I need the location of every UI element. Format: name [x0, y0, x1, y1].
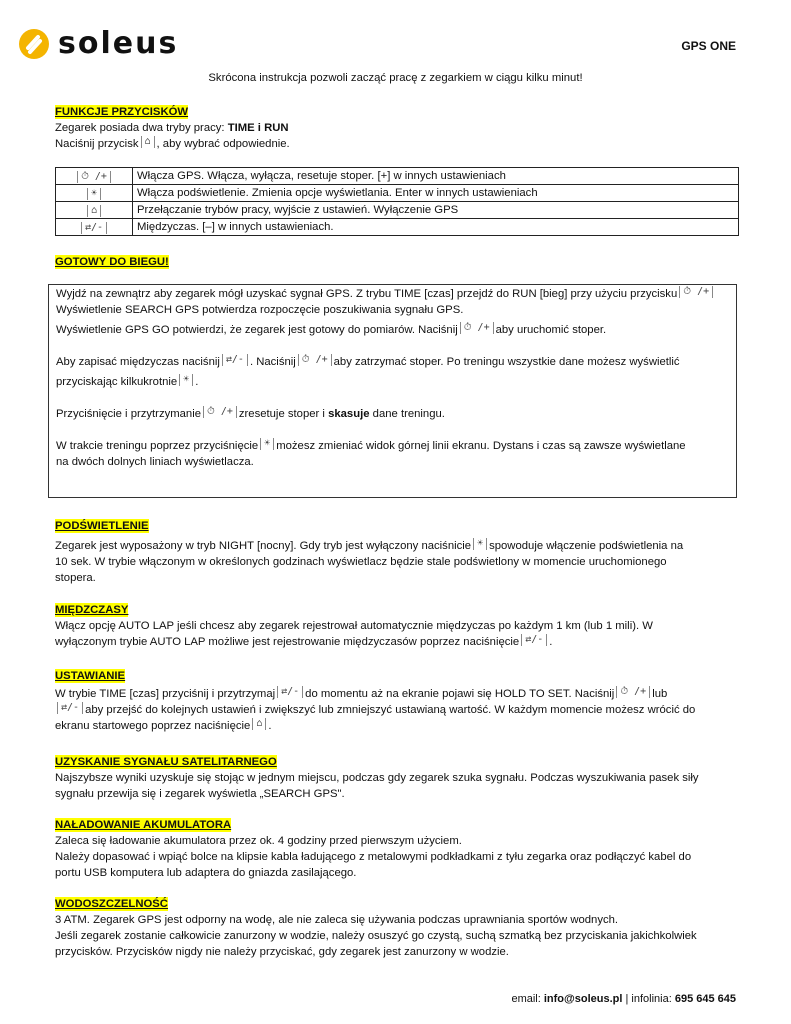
intro-text: Skrócona instrukcja pozwoli zacząć pracę z zegarkiem w ciągu kilku minut! — [208, 72, 583, 84]
heading-charging: NAŁADOWANIE AKUMULATORA — [55, 819, 232, 831]
brand-name: soleus — [58, 26, 179, 61]
table-row — [56, 219, 739, 236]
heading-ready: GOTOWY DO BIEGU! — [55, 256, 169, 268]
light-button-icon: ☀ — [473, 538, 487, 550]
lap-button-icon: ⇄/- — [81, 222, 107, 234]
footer-contact: email: info@soleus.pl | infolinia: 695 645 645 — [511, 993, 736, 1005]
table-cell: Włącza podświetlenie. Zmienia opcje wyświetlania. Enter w innych ustawieniach — [133, 185, 739, 202]
section-ready — [55, 254, 735, 270]
table-row — [56, 202, 739, 219]
light-button-icon: ☀ — [179, 374, 193, 386]
light-button-icon: ☀ — [260, 438, 274, 450]
table-cell: Włącza GPS. Włącza, wyłącza, resetuje stoper. [+] w innych ustawieniach — [133, 168, 739, 185]
buttons-table — [55, 167, 739, 236]
start-button-icon: ⏱ /+ — [77, 171, 111, 183]
mode-button-icon: ⌂ — [87, 205, 101, 217]
table-cell: Przełączanie trybów pracy, wyjście z ustawień. Wyłączenie GPS — [133, 202, 739, 219]
modes-text: Zegarek posiada dwa tryby pracy: TIME i RUN — [55, 122, 289, 134]
light-button-icon: ☀ — [87, 188, 101, 200]
start-button-icon: ⏱ /+ — [679, 286, 713, 298]
start-button-icon: ⏱ /+ — [616, 686, 650, 698]
mode-button-icon: ⌂ — [252, 718, 266, 730]
brand-logo — [18, 28, 178, 60]
mode-select-text: Naciśnij przycisk ⌂ , aby wybrać odpowiednie. — [55, 136, 290, 150]
section-backlight: PODŚWIETLENIE Zegarek jest wyposażony w tryb NIGHT [nocny]. Gdy tryb jest wyłączony naciśnicie ☀ spowoduje włączenie podświetlenia na 10 sek. W trybie włączonym w określonych godzinach wyświetlacz będzie stale podświetlony w momencie uruchomionego stopera. — [55, 520, 684, 584]
phone-number: 695 645 645 — [674, 993, 736, 1005]
section-water: WODOSZCZELNOŚĆ 3 ATM. Zegarek GPS jest odporny na wodę, ale nie zaleca się używania podczas uprawniania sportów wodnych. Jeśli zegarek zostanie całkowicie zanurzony w wodzie, należy osuszyć go czystą, suchą szmatką bez przyciskania jakichkolwiek przycisków. Przycisków nigdy nie należy przyciskać, gdy zegarek jest zanurzony w wodzie. — [55, 898, 697, 958]
start-button-icon: ⏱ /+ — [203, 406, 237, 418]
model-name: GPS ONE — [681, 39, 736, 53]
section-charging: NAŁADOWANIE AKUMULATORA Zaleca się ładowanie akumulatora przez ok. 4 godziny przed pierwszym użyciem. Należy dopasować i wpiąć bolce na klipsie kabla ładującego z metalowymi podkładkami z tyłu zegarka oraz podłączyć kabel do portu USB komputera lub adaptera do gniazda zasilającego. — [55, 819, 692, 879]
table-cell: Międzyczas. [–] w innych ustawieniach. — [133, 219, 739, 236]
heading-water: WODOSZCZELNOŚĆ — [55, 898, 168, 910]
table-row — [56, 168, 739, 185]
start-button-icon: ⏱ /+ — [460, 322, 494, 334]
mode-button-icon: ⌂ — [141, 136, 155, 148]
lap-button-icon: ⇄/- — [277, 686, 303, 698]
section-laps: MIĘDZCZASY Włącz opcję AUTO LAP jeśli chcesz aby zegarek rejestrował automatycznie międzyczas po każdym 1 km (lub 1 mili). W wyłączonym trybie AUTO LAP możliwe jest rejestrowanie międzyczasów poprzez naciśnięcie ⇄/- . — [55, 604, 653, 648]
start-button-icon: ⏱ /+ — [298, 354, 332, 366]
section-settings: USTAWIANIE W trybie TIME [czas] przyciśnij i przytrzymaj ⇄/- do momentu aż na ekranie pojawi się HOLD TO SET. Naciśnij ⏱ /+ lub ⇄/- aby przejść do kolejnych ustawień i zwiększyć lub zmniejszyć ustawianą wartość. W każdym momencie możesz wrócić do ekranu startowego poprzez naciśnięcie ⌂ . — [55, 670, 696, 732]
lap-button-icon: ⇄/- — [521, 634, 547, 646]
ready-content: Wyjdź na zewnątrz aby zegarek mógł uzyskać sygnał GPS. Z trybu TIME [czas] przejdź do RUN [bieg] przy użyciu przycisku ⏱ /+ Wyświetlenie SEARCH GPS potwierdza rozpoczęcie poszukiwania sygnału GPS. Wyświetlenie GPS GO potwierdzi, że zegarek jest gotowy do pomiarów. Naciśnij ⏱ /+ aby uruchomić stoper. Aby zapisać międzyczas naciśnij ⇄/- . Naciśnij ⏱ /+ aby zatrzymać stoper. Po treningu wszystkie dane możesz wyświetlić przyciskając kilkukrotnie ☀ . Przyciśnięcie i przytrzymanie ⏱ /+ zresetuje stoper i skasuje dane treningu. W trakcie treningu poprzez przyciśnięcie ☀ możesz zmieniać widok górnej linii ekranu. Dystans i czas są zawsze wyświetlane na dwóch dolnych liniach wyświetlacza. — [56, 286, 732, 470]
email-link[interactable]: info@soleus.pl — [543, 993, 623, 1005]
section-buttons — [55, 104, 735, 152]
table-row — [56, 185, 739, 202]
heading-settings: USTAWIANIE — [55, 670, 126, 682]
lap-button-icon: ⇄/- — [57, 702, 83, 714]
heading-backlight: PODŚWIETLENIE — [55, 520, 149, 532]
heading-satellite: UZYSKANIE SYGNAŁU SATELITARNEGO — [55, 756, 277, 768]
heading-buttons: FUNKCJE PRZYCISKÓW — [55, 106, 189, 118]
section-satellite: UZYSKANIE SYGNAŁU SATELITARNEGO Najszybsze wyniki uzyskuje się stojąc w jednym miejscu, podczas gdy zegarek szuka sygnału. Podczas wyszukiwania pasek siły sygnału przewija się i zegarek wyświetla „SEARCH GPS". — [55, 756, 699, 800]
lap-button-icon: ⇄/- — [222, 354, 248, 366]
heading-laps: MIĘDZCZASY — [55, 604, 129, 616]
soleus-logo-icon — [18, 28, 50, 60]
